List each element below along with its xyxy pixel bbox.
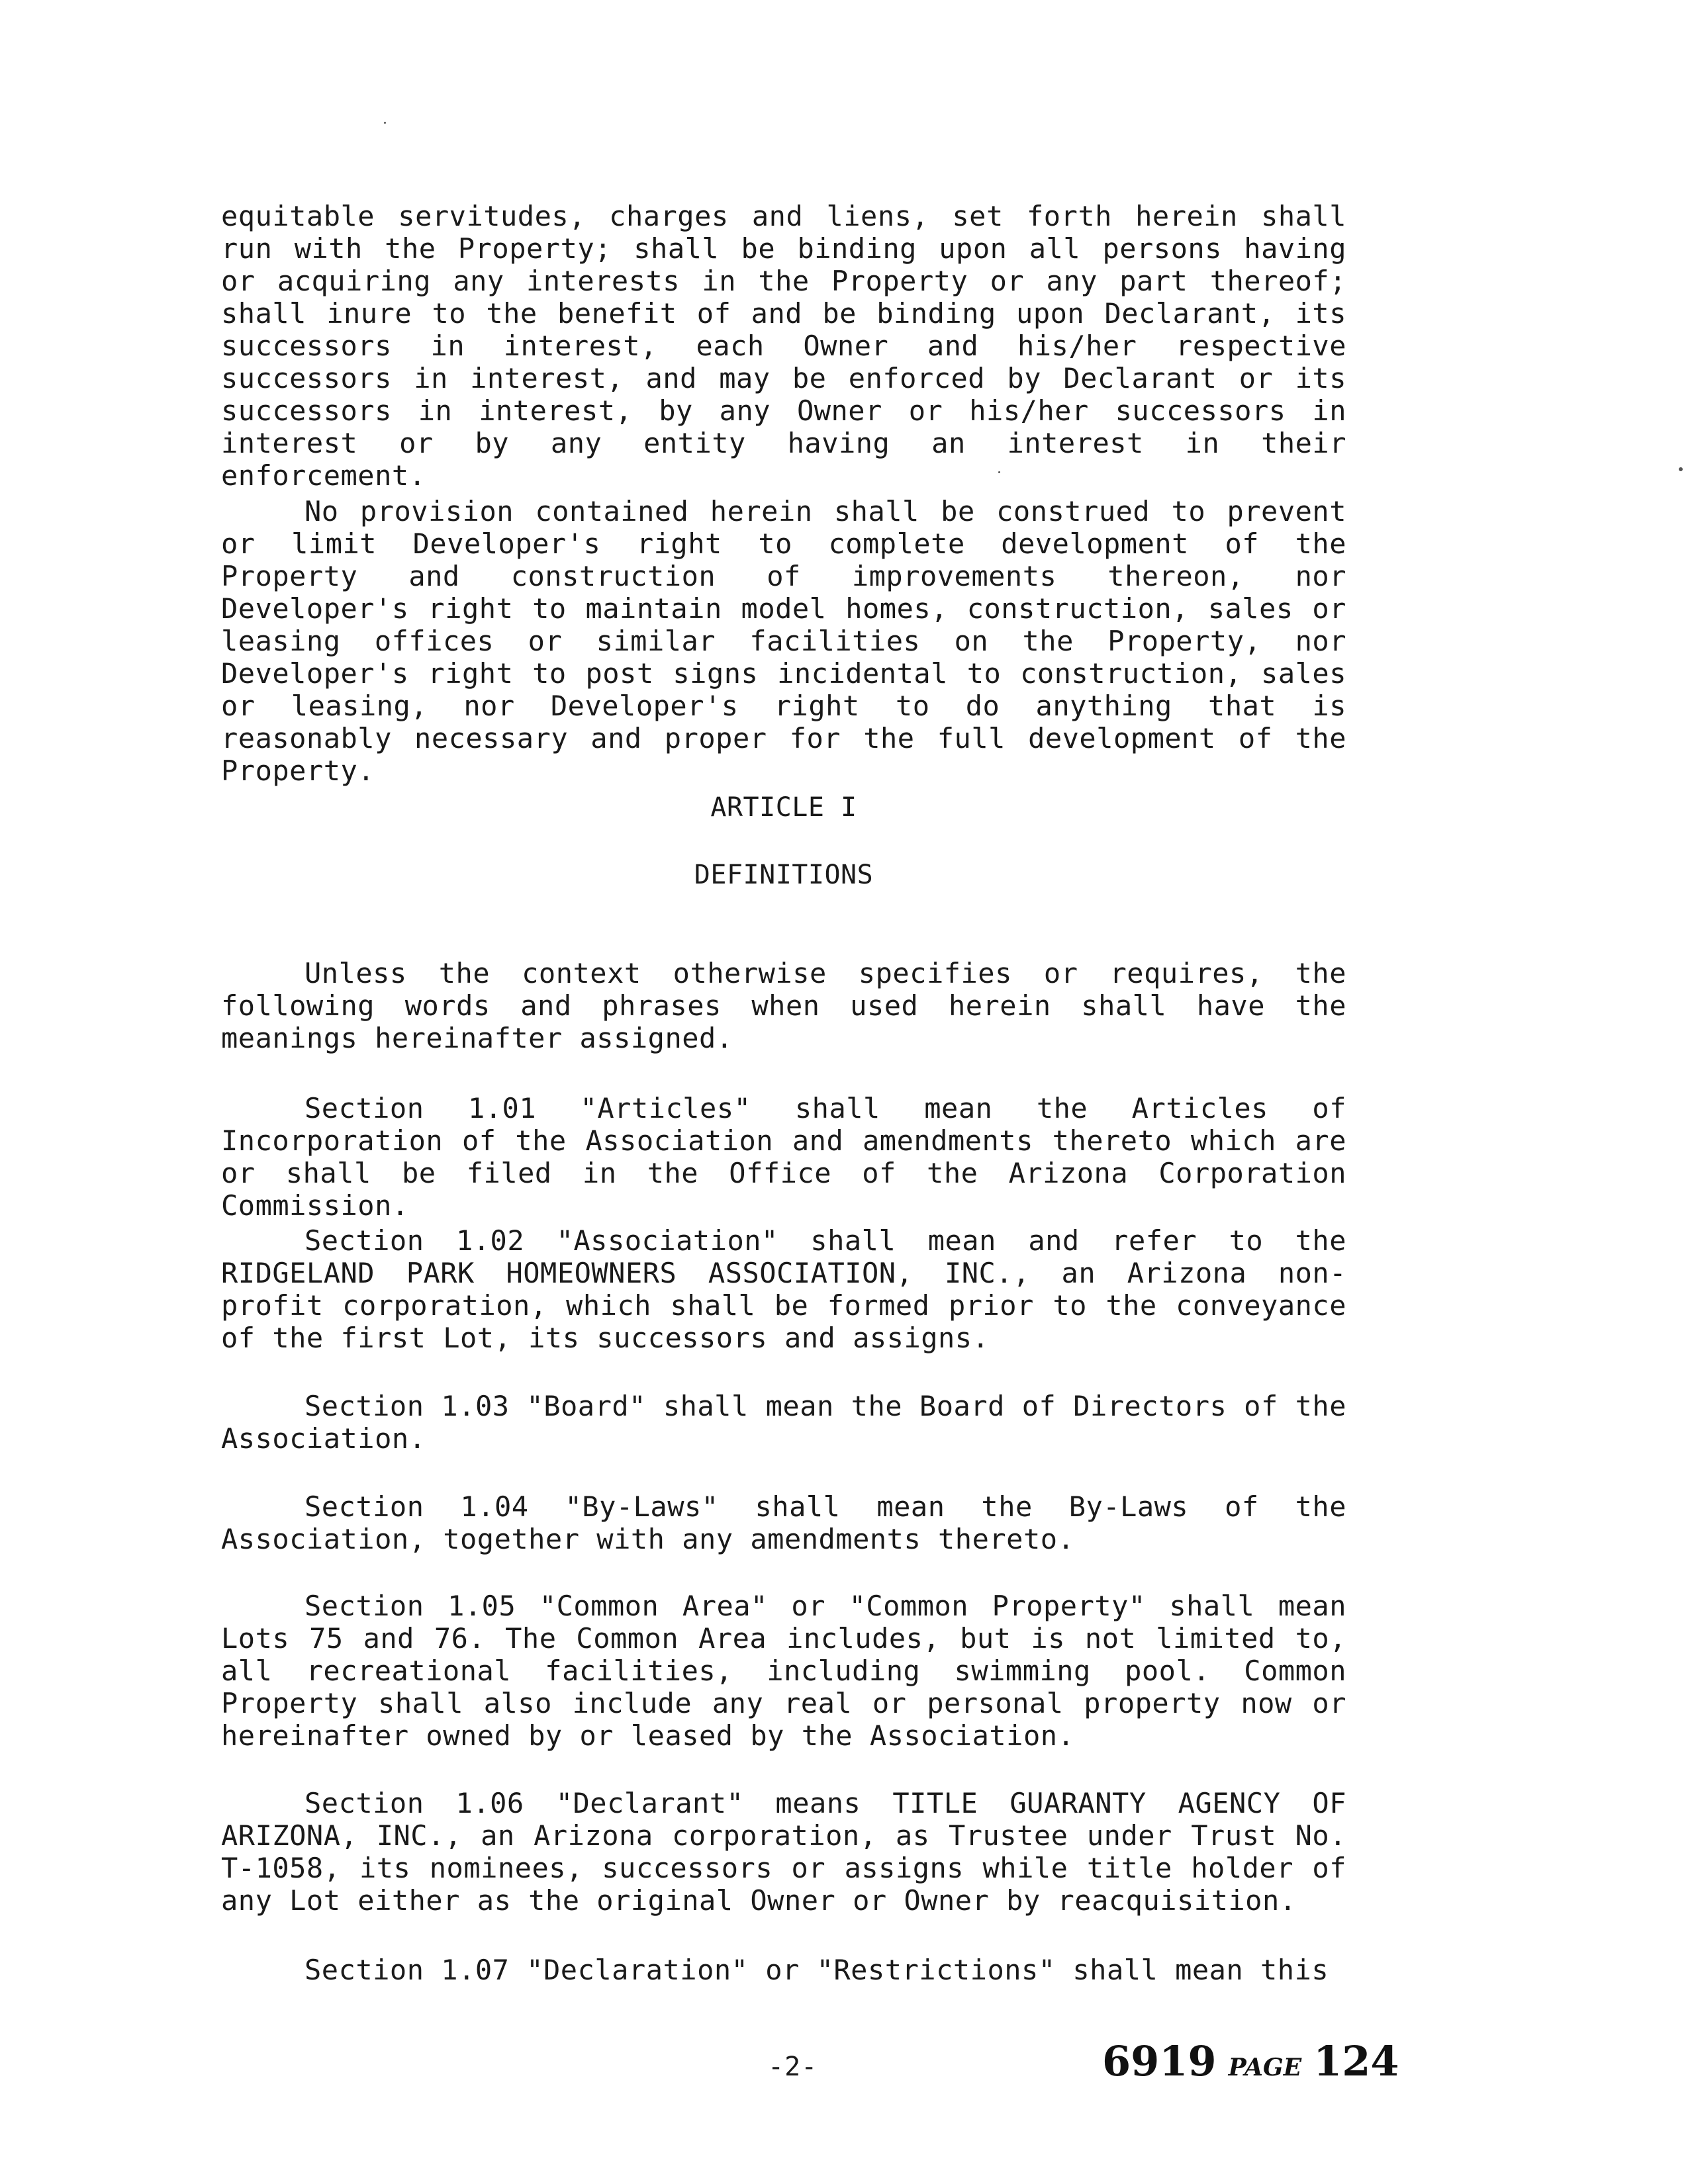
section-text: Section 1.01 "Articles" shall mean the Articles of Incorporation of the Association and amendments thereto which are or shall be filed in the Office of the Arizona Corporation Commission. [221, 1092, 1346, 1222]
section-1-05 [221, 1590, 1346, 1752]
section-1-06 [221, 1787, 1346, 1917]
section-text: Section 1.06 "Declarant" means TITLE GUARANTY AGENCY OF ARIZONA, INC., an Arizona corporation, as Trustee under Trust No. T-1058, its nominees, successors or assigns while title holder of any Lot either as the original Owner or Owner by reacquisition. [221, 1787, 1346, 1917]
paragraph-servitudes [221, 200, 1346, 492]
paragraph-text: Unless the context otherwise specifies or requires, the following words and phrases when used herein shall have the meanings hereinafter assigned. [221, 957, 1346, 1054]
section-1-01 [221, 1092, 1346, 1222]
section-text: Section 1.03 "Board" shall mean the Board of Directors of the Association. [221, 1390, 1346, 1455]
book-number: 6919 [1102, 2037, 1217, 2085]
scan-speck [384, 122, 386, 124]
paragraph-developer-rights [221, 495, 1346, 787]
book-page-number: 124 [1313, 2037, 1399, 2085]
scan-speck [1679, 467, 1683, 471]
article-heading: ARTICLE I [710, 792, 857, 823]
section-text: Section 1.02 "Association" shall mean and refer to the RIDGELAND PARK HOMEOWNERS ASSOCIATION, INC., an Arizona non-profit corporation, which shall be formed prior to the conveyance of the first Lot, its successors and assigns. [221, 1224, 1346, 1354]
section-text: Section 1.04 "By-Laws" shall mean the By-Laws of the Association, together with any amendments thereto. [221, 1490, 1346, 1555]
page-label: PAGE [1228, 2054, 1302, 2081]
section-text: Section 1.05 "Common Area" or "Common Property" shall mean Lots 75 and 76. The Common Area includes, but is not limited to, all recreational facilities, including swimming pool. Common Property shall also include any real or personal property now or hereinafter owned by or leased by the Association. [221, 1590, 1346, 1752]
section-1-04 [221, 1490, 1346, 1555]
section-1-07 [221, 1954, 1346, 1986]
definitions-heading: DEFINITIONS [694, 860, 874, 890]
paragraph-text: No provision contained herein shall be construed to prevent or limit Developer's right to complete development of the Property and construction of improvements thereon, nor Developer's right to maintain model homes, construction, sales or leasing offices or similar facilities on the Property, nor Developer's right to post signs incidental to construction, sales or leasing, nor Developer's right to do anything that is reasonably necessary and proper for the full development of the Property. [221, 495, 1346, 787]
recording-stamp [1102, 2037, 1399, 2085]
scan-speck [998, 471, 1000, 473]
paragraph-context [221, 957, 1346, 1054]
page-number: -2- [768, 2052, 818, 2082]
section-1-03 [221, 1390, 1346, 1455]
section-text: Section 1.07 "Declaration" or "Restrictions" shall mean this [305, 1954, 1329, 1986]
paragraph-text: equitable servitudes, charges and liens, set forth herein shall run with the Property; shall be binding upon all persons having or acquiring any interests in the Property or any part thereof; shall inure to the benefit of and be binding upon Declarant, its successors in interest, each Owner and his/her respective successors in interest, and may be enforced by Declarant or its successors in interest, by any Owner or his/her successors in interest or by any entity having an interest in their enforcement. [221, 200, 1346, 492]
section-1-02 [221, 1224, 1346, 1354]
